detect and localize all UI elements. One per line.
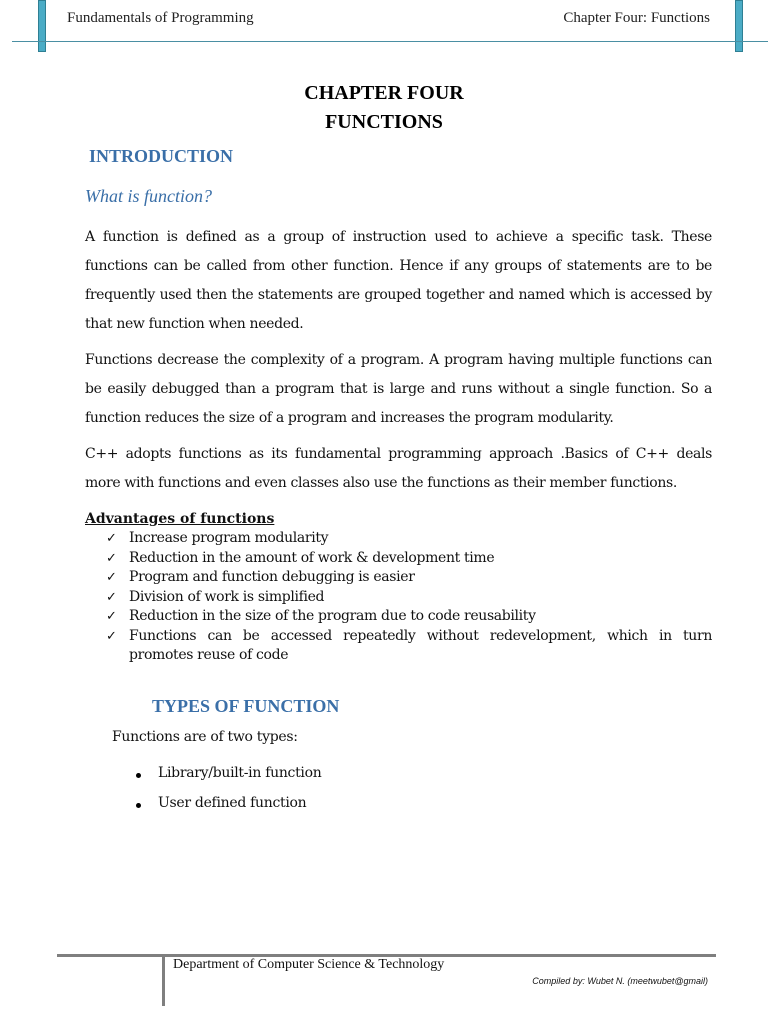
advantage-text: Program and function debugging is easier [129, 569, 415, 585]
advantage-text: Reduction in the size of the program due to code reusability [129, 608, 536, 624]
list-item [136, 765, 321, 795]
list-item [136, 795, 321, 825]
chapter-title-line2: FUNCTIONS [325, 111, 443, 133]
header-chapter-title: Chapter Four: Functions [563, 10, 710, 26]
checkmark-icon: ✓ [106, 609, 117, 624]
type-text: User defined function [158, 795, 307, 811]
checkmark-icon: ✓ [106, 550, 117, 566]
chapter-title-line1: CHAPTER FOUR [304, 82, 464, 104]
advantages-title: Advantages of functions [85, 511, 275, 527]
footer-vertical-divider [162, 956, 165, 1006]
list-item [106, 588, 712, 608]
advantage-text: Increase program modularity [129, 530, 329, 546]
list-item [106, 607, 712, 627]
types-list [136, 765, 321, 825]
advantages-list [106, 529, 712, 666]
list-item [106, 627, 712, 666]
list-item [106, 549, 712, 569]
advantage-text: Functions can be accessed repeatedly without redevelopment, which in turn promotes reuse of code [129, 627, 712, 663]
advantage-text: Division of work is simplified [129, 588, 325, 605]
header-course-title: Fundamentals of Programming [67, 10, 254, 26]
paragraph-complexity: Functions decrease the complexity of a program. A program having multiple functions can be easily debugged than a program that is large and runs without a single function. So a function reduces the size of a program and increases the program modularity. [85, 352, 712, 426]
header-divider [12, 41, 768, 42]
bullet-icon [136, 803, 141, 808]
list-item [106, 529, 712, 549]
checkmark-icon: ✓ [106, 589, 117, 605]
types-intro-text: Functions are of two types: [112, 729, 298, 745]
header-right-accent-bar [735, 0, 743, 52]
footer-compiled-by: Compiled by: Wubet N. (meetwubet@gmail) [532, 976, 708, 986]
checkmark-icon: ✓ [106, 628, 117, 644]
paragraph-definition: A function is defined as a group of instruction used to achieve a specific task. These functions can be called from other function. Hence if any groups of statements are to be frequently used then the statements are grouped together and named which is accessed by that new function when needed. [85, 229, 712, 332]
checkmark-icon: ✓ [106, 570, 117, 585]
paragraph-cpp: C++ adopts functions as its fundamental programming approach .Basics of C++ deals more with functions and even classes also use the functions as their member functions. [85, 446, 712, 491]
header-left-accent-bar [38, 0, 46, 52]
footer-department: Department of Computer Science & Technology [173, 957, 445, 972]
checkmark-icon: ✓ [106, 531, 117, 546]
what-is-function-heading: What is function? [85, 186, 212, 206]
introduction-heading: INTRODUCTION [89, 146, 234, 166]
list-item [106, 568, 712, 588]
types-of-function-heading: TYPES OF FUNCTION [152, 696, 340, 716]
advantage-text: Reduction in the amount of work & development time [129, 549, 495, 566]
bullet-icon [136, 773, 141, 778]
type-text: Library/built-in function [158, 765, 322, 781]
